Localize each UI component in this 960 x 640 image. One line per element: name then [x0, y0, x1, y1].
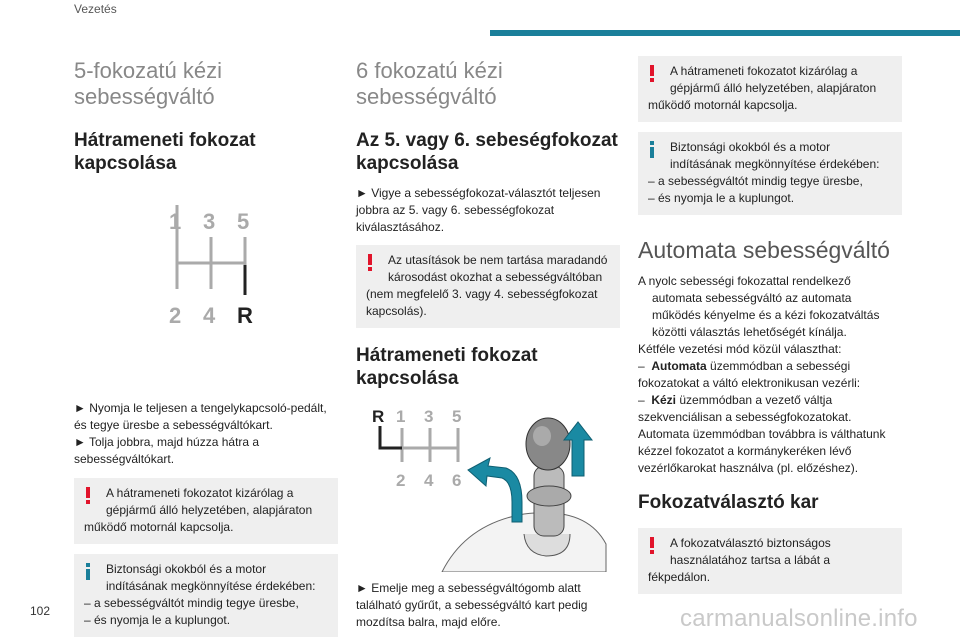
warning-text-cont: működő motornál kapcsolja. [84, 520, 234, 534]
warning-box [74, 478, 338, 544]
info-box [638, 132, 902, 215]
gear-digit: 1 [169, 209, 182, 234]
paragraph: Kétféle vezetési mód közül választhat: [638, 342, 842, 356]
gear-digit-reverse: R [237, 303, 253, 328]
info-icon [650, 141, 654, 158]
paragraph: A nyolc sebességi fokozattal rendelkező automata sebességváltó az automata működés kényelme és a kézi fokozatváltás közötti választás lehetőségét kínálja. [638, 274, 880, 339]
section-title-5-speed: 5-fokozatú kézi sebességváltó [74, 58, 222, 109]
gear-digit: 6 [452, 471, 462, 490]
warning-icon [650, 537, 654, 553]
subtitle-reverse-gear: Hátrameneti fokozat kapcsolása [74, 130, 256, 174]
subtitle-reverse-gear: Hátrameneti fokozat kapcsolása [356, 345, 538, 389]
column-right [638, 56, 902, 594]
page-number: 102 [30, 604, 51, 618]
warning-text: A fokozatválasztó biztonságos használatához tartsa a lábát a [670, 536, 831, 567]
warning-icon [368, 254, 372, 270]
gear-digit: 3 [424, 407, 434, 426]
gear-digit: 1 [396, 407, 406, 426]
gear-digit: 3 [203, 209, 216, 234]
gear-digit: 2 [396, 471, 406, 490]
header-accent-bar [490, 30, 960, 36]
gear-digit: 4 [424, 471, 434, 490]
instruction-paragraph: ► Nyomja le teljesen a tengelykapcsoló-pedált, és tegye üresbe a sebességváltókart. [74, 401, 327, 432]
mode-name: Automata [651, 359, 707, 373]
gear-digit: 5 [452, 407, 462, 426]
gear-pattern-5-speed-diagram [74, 205, 338, 335]
warning-text: A hátrameneti fokozatot kizárólag a gépjármű álló helyzetében, alapjáraton [670, 64, 877, 95]
warning-text-cont: (nem megfelelő 3. vagy 4. sebességfokozat kapcsolás). [366, 287, 598, 318]
subtitle-gear-selector: Fokozatválasztó kar [638, 492, 819, 513]
info-icon [86, 563, 90, 580]
warning-text: Az utasítások be nem tartása maradandó károsodást okozhat a sebességváltóban [388, 253, 608, 284]
gear-pattern-6-speed-with-lever-illustration [356, 404, 620, 572]
info-text: Biztonsági okokból és a motor indításának megkönnyítése érdekében: [106, 562, 316, 593]
arrow-left-forward-icon [468, 458, 522, 522]
gear-digit-reverse: R [372, 407, 385, 426]
instruction-paragraph: ► Emelje meg a sebességváltógomb alatt található gyűrűt, a sebességváltó kart pedig mozdítsa balra, majd előre. [356, 581, 588, 629]
gear-digit: 4 [203, 303, 216, 328]
mode-name: Kézi [651, 393, 677, 407]
gear-digit: 2 [169, 303, 182, 328]
info-box [74, 554, 338, 637]
automatic-description [638, 273, 902, 477]
column-left [74, 56, 338, 637]
warning-text: A hátrameneti fokozatot kizárólag a gépjármű álló helyzetében, alapjáraton [106, 486, 313, 517]
warning-box [638, 528, 902, 594]
mode-list-item-automatic: – Automata üzemmódban a sebességi fokozatokat a váltó elektronikusan vezérli: [638, 359, 861, 390]
warning-text-cont: fékpedálon. [648, 570, 711, 584]
info-list-item: – a sebességváltót mindig tegye üresbe, [84, 596, 299, 610]
instruction-paragraph: ► Vigye a sebességfokozat-választót teljesen jobbra az 5. vagy 6. sebességfokozat kiválasztásához. [356, 186, 601, 234]
warning-text-cont: működő motornál kapcsolja. [648, 98, 798, 112]
section-title-6-speed: 6 fokozatú kézi sebességváltó [356, 58, 503, 109]
subtitle-5th-6th-gear: Az 5. vagy 6. sebeségfokozat kapcsolása [356, 130, 618, 174]
gear-shift-lines [177, 237, 245, 289]
warning-box [356, 245, 620, 328]
running-header: Vezetés [74, 2, 117, 16]
info-list-item: – és nyomja le a kuplungot. [648, 191, 795, 205]
gear-digit: 5 [237, 209, 250, 234]
warning-icon [86, 487, 90, 503]
watermark: carmanualsonline.info [680, 605, 918, 632]
gear-shift-lines [396, 428, 458, 462]
mode-list-item-manual: – Kézi üzemmódban a vezető váltja szekvenciálisan a sebességfokozatokat. [638, 393, 852, 424]
paragraph: Automata üzemmódban továbbra is válthatunk kézzel fokozatot a kormánykeréken lévő vezérlőkarokat használva (pl. előzéshez). [638, 427, 886, 475]
info-list-item: – a sebességváltót mindig tegye üresbe, [648, 174, 863, 188]
section-title-automatic: Automata sebességváltó [638, 237, 890, 263]
reverse-gate-line [380, 426, 402, 448]
warning-icon [650, 65, 654, 81]
column-middle [356, 56, 620, 631]
info-text: Biztonsági okokból és a motor indításának megkönnyítése érdekében: [670, 140, 880, 171]
info-list-item: – és nyomja le a kuplungot. [84, 613, 231, 627]
instruction-paragraph: ► Tolja jobbra, majd húzza hátra a sebességváltókart. [74, 435, 260, 466]
warning-box [638, 56, 902, 122]
